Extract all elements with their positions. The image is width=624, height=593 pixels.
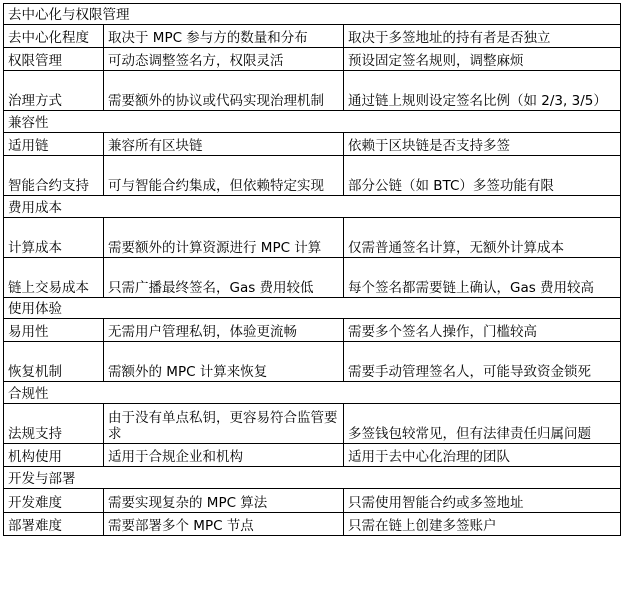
table-row (4, 513, 621, 536)
feature-cell: 易用性 (4, 319, 104, 342)
table-row (4, 444, 621, 467)
section-header-row (4, 382, 621, 404)
mpc-cell: 需额外的 MPC 计算来恢复 (104, 342, 344, 382)
multisig-cell: 仅需普通签名计算，无额外计算成本 (344, 218, 621, 258)
multisig-cell: 每个签名都需要链上确认，Gas 费用较高 (344, 258, 621, 298)
mpc-cell: 只需广播最终签名，Gas 费用较低 (104, 258, 344, 298)
table-row (4, 48, 621, 71)
multisig-cell: 依赖于区块链是否支持多签 (344, 133, 621, 156)
multisig-cell: 取决于多签地址的持有者是否独立 (344, 25, 621, 48)
feature-cell: 开发难度 (4, 489, 104, 513)
table-row (4, 342, 621, 382)
mpc-cell: 需要实现复杂的 MPC 算法 (104, 489, 344, 513)
feature-cell: 部署难度 (4, 513, 104, 536)
mpc-cell: 由于没有单点私钥，更容易符合监管要求 (104, 404, 344, 444)
multisig-cell: 需要多个签名人操作，门槛较高 (344, 319, 621, 342)
mpc-cell: 需要额外的协议或代码实现治理机制 (104, 71, 344, 111)
table-row (4, 319, 621, 342)
mpc-cell: 适用于合规企业和机构 (104, 444, 344, 467)
section-title: 开发与部署 (4, 467, 621, 489)
table-row (4, 25, 621, 48)
feature-cell: 计算成本 (4, 218, 104, 258)
section-header-row (4, 467, 621, 489)
feature-cell: 权限管理 (4, 48, 104, 71)
section-header-row (4, 196, 621, 218)
feature-cell: 治理方式 (4, 71, 104, 111)
section-header-row (4, 111, 621, 133)
table-row (4, 404, 621, 444)
multisig-cell: 通过链上规则设定签名比例（如 2/3, 3/5） (344, 71, 621, 111)
table-row (4, 258, 621, 298)
multisig-cell: 多签钱包较常见，但有法律责任归属问题 (344, 404, 621, 444)
feature-cell: 去中心化程度 (4, 25, 104, 48)
feature-cell: 机构使用 (4, 444, 104, 467)
section-title: 费用成本 (4, 196, 621, 218)
section-header-row (4, 298, 621, 319)
section-title: 使用体验 (4, 298, 621, 319)
feature-cell: 恢复机制 (4, 342, 104, 382)
mpc-cell: 需要额外的计算资源进行 MPC 计算 (104, 218, 344, 258)
mpc-cell: 无需用户管理私钥，体验更流畅 (104, 319, 344, 342)
section-header-row (4, 4, 621, 25)
multisig-cell: 只需在链上创建多签账户 (344, 513, 621, 536)
feature-cell: 适用链 (4, 133, 104, 156)
mpc-cell: 取决于 MPC 参与方的数量和分布 (104, 25, 344, 48)
multisig-cell: 预设固定签名规则，调整麻烦 (344, 48, 621, 71)
table-row (4, 489, 621, 513)
multisig-cell: 部分公链（如 BTC）多签功能有限 (344, 156, 621, 196)
section-title: 合规性 (4, 382, 621, 404)
mpc-cell: 兼容所有区块链 (104, 133, 344, 156)
section-title: 去中心化与权限管理 (4, 4, 621, 25)
multisig-cell: 只需使用智能合约或多签地址 (344, 489, 621, 513)
mpc-cell: 需要部署多个 MPC 节点 (104, 513, 344, 536)
mpc-cell: 可与智能合约集成，但依赖特定实现 (104, 156, 344, 196)
table-row (4, 71, 621, 111)
section-title: 兼容性 (4, 111, 621, 133)
multisig-cell: 适用于去中心化治理的团队 (344, 444, 621, 467)
table-row (4, 218, 621, 258)
feature-cell: 智能合约支持 (4, 156, 104, 196)
feature-cell: 链上交易成本 (4, 258, 104, 298)
multisig-cell: 需要手动管理签名人，可能导致资金锁死 (344, 342, 621, 382)
comparison-table (3, 3, 621, 536)
table-row (4, 133, 621, 156)
feature-cell: 法规支持 (4, 404, 104, 444)
mpc-cell: 可动态调整签名方，权限灵活 (104, 48, 344, 71)
table-row (4, 156, 621, 196)
